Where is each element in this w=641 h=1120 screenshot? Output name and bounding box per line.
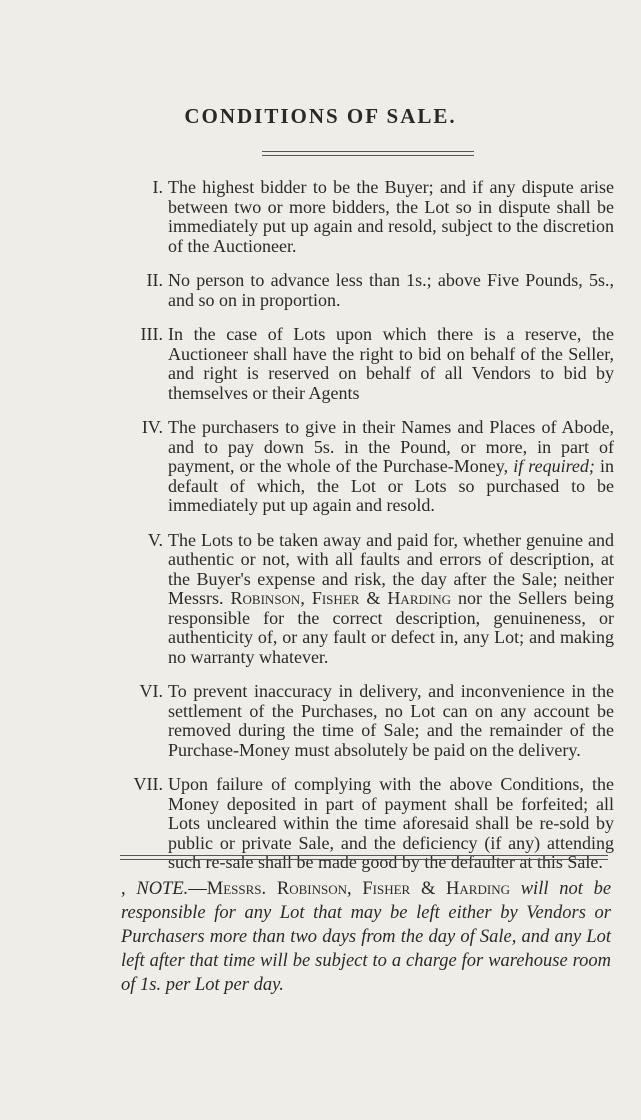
condition-5 — [0, 531, 641, 668]
condition-numeral: VII. — [133, 774, 163, 794]
firm-names: Robinson, Fisher & Harding — [230, 588, 451, 608]
note-label: NOTE. — [136, 879, 189, 899]
condition-1 — [0, 178, 641, 256]
condition-numeral: V. — [147, 529, 163, 550]
condition-text-part: The Lots to be taken away and paid for, whether genuine and authentic or not, with all faults and errors of description, at the Buyer's expense and risk, the day after the Sale; neither Messrs. — [168, 529, 614, 608]
condition-text-italic: if required; — [513, 456, 595, 476]
note-messrs: Messrs. — [206, 879, 267, 899]
page-title: CONDITIONS OF SALE. — [184, 104, 457, 128]
conditions-list — [0, 178, 641, 888]
condition-numeral: III. — [140, 324, 163, 344]
condition-numeral: II. — [146, 270, 163, 290]
note-dash: — — [188, 879, 207, 899]
condition-3 — [0, 325, 641, 403]
condition-text: To prevent inaccuracy in delivery, and inconvenience in the settlement of the Purchases, no Lot can on any account be removed during the time of Sale; and the remainder of the Purchase-Money must absolutely be paid on the delivery. — [168, 681, 614, 760]
note-divider — [120, 855, 608, 860]
title-divider — [262, 151, 474, 156]
condition-text: The highest bidder to be the Buyer; and if any dispute arise between two or more bidders, the Lot so in dispute shall be immediately put up again and resold, subject to the discretion of the Auctioneer. — [168, 177, 614, 256]
condition-text — [168, 531, 614, 668]
condition-text-part: nor the Sellers being responsible for the correct description, genuineness, or authenticity of, or any fault or defect in, any Lot; and making no warranty whatever. — [168, 588, 614, 667]
note-body: will not be responsible for any Lot that may be left either by Vendors or Purchasers more than two days from the day of Sale, and any Lot left after that time will be subject to a charge for warehouse room of 1s. per Lot per day. — [121, 879, 612, 995]
condition-text: Upon failure of complying with the above Conditions, the Money deposited in part of payment shall be forfeited; all Lots uncleared within the time aforesaid shall be re-sold by public or private Sale, and the deficiency (if any) attending such re-sale shall be made good by the defaulter at this Sale. — [168, 774, 614, 872]
condition-text: In the case of Lots upon which there is a reserve, the Auctioneer shall have the right to bid on behalf of the Seller, and right is reserved on behalf of all Vendors to bid by themselves or their Agents — [168, 324, 614, 403]
condition-text — [168, 418, 614, 516]
condition-6 — [0, 682, 641, 760]
note-firm-names: Robinson, Fisher & Harding — [276, 879, 510, 899]
condition-numeral: IV. — [141, 417, 163, 437]
condition-4 — [0, 418, 641, 516]
condition-2 — [0, 271, 641, 310]
condition-text: No person to advance less than 1s.; above Five Pounds, 5s., and so on in proportion. — [168, 270, 614, 310]
condition-numeral: I. — [152, 177, 163, 197]
condition-numeral: VI. — [139, 681, 163, 701]
condition-text-part: in default of which, the Lot or Lots so purchased to be immediately put up again and resold. — [168, 456, 615, 515]
note-paragraph — [121, 877, 611, 997]
note-lead-mark: , — [121, 879, 126, 899]
condition-text-part: The purchasers to give in their Names and Places of Abode, and to pay down 5s. in the Pound, or more, in part of payment, or the whole of the Purchase-Money, — [168, 417, 614, 476]
